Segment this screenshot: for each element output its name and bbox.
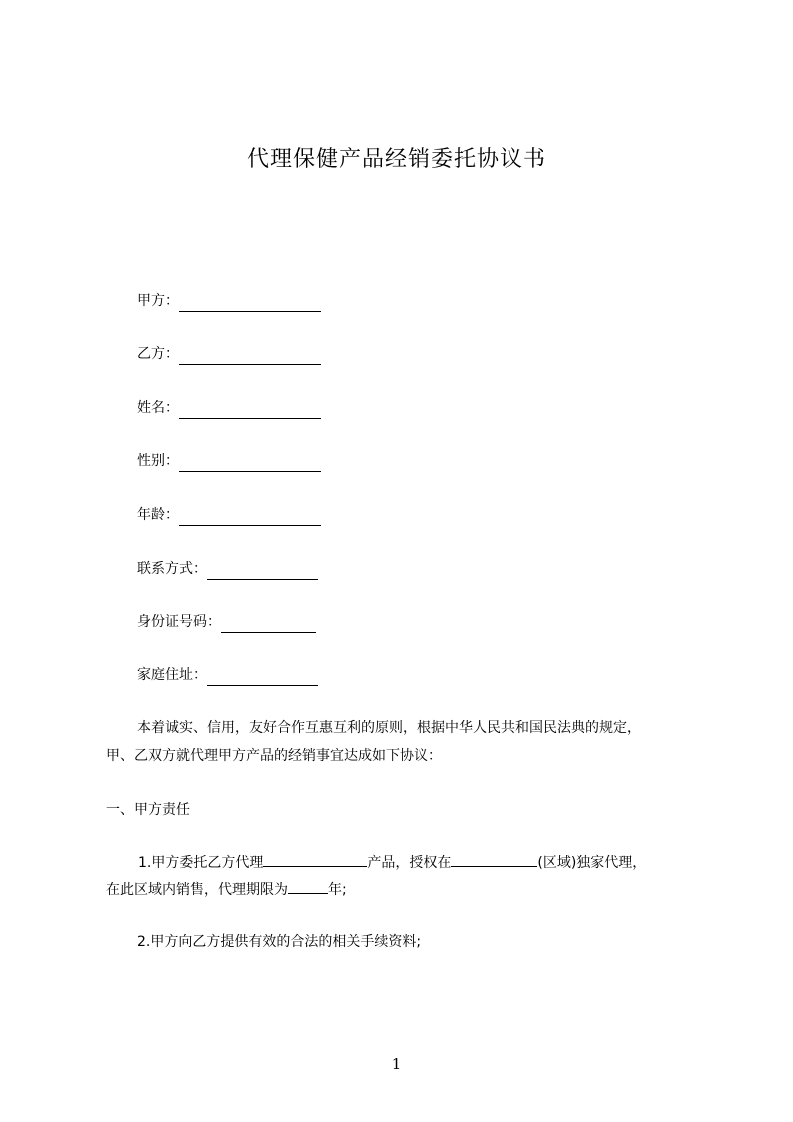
contact-blank[interactable] bbox=[207, 562, 318, 580]
party-a-field bbox=[137, 290, 321, 312]
gender-blank[interactable] bbox=[179, 454, 321, 472]
clause-1-line-2-b: 年; bbox=[328, 882, 347, 898]
clause-1-part-a: 1.甲方委托乙方代理 bbox=[138, 855, 264, 871]
age-field bbox=[137, 504, 321, 526]
id-number-field bbox=[137, 611, 316, 633]
intro-line-2: 甲、乙双方就代理甲方产品的经销事宜达成如下协议： bbox=[106, 748, 442, 764]
address-label: 家庭住址： bbox=[137, 667, 207, 683]
gender-label: 性别： bbox=[137, 453, 179, 469]
product-blank[interactable] bbox=[263, 851, 367, 867]
clause-1-part-b: 产品，授权在 bbox=[367, 855, 452, 871]
age-label: 年龄： bbox=[137, 507, 179, 523]
party-b-blank[interactable] bbox=[179, 347, 321, 365]
address-field bbox=[137, 664, 318, 686]
party-b-label: 乙方： bbox=[137, 346, 179, 362]
clause-1-part-c: (区域)独家代理， bbox=[537, 855, 647, 871]
party-a-label: 甲方： bbox=[137, 293, 179, 309]
contact-field bbox=[137, 558, 318, 580]
clause-1-line-2-a: 在此区域内销售，代理期限为 bbox=[106, 882, 288, 898]
gender-field bbox=[137, 450, 321, 472]
document-title: 代理保健产品经销委托协议书 bbox=[246, 147, 546, 172]
name-label: 姓名： bbox=[137, 400, 179, 416]
contact-label: 联系方式： bbox=[137, 561, 207, 577]
age-blank[interactable] bbox=[179, 508, 321, 526]
page-number: 1 bbox=[391, 1055, 402, 1073]
clause-1-line-1 bbox=[138, 851, 646, 874]
region-blank[interactable] bbox=[451, 851, 537, 867]
clause-1-line-2 bbox=[106, 878, 347, 901]
section-heading: 一、甲方责任 bbox=[106, 802, 190, 818]
name-field bbox=[137, 397, 321, 419]
clause-2: 2.甲方向乙方提供有效的合法的相关手续资料; bbox=[137, 934, 422, 950]
intro-line-1: 本着诚实、信用，友好合作互惠互利的原则，根据中华人民共和国民法典的规定， bbox=[137, 720, 641, 736]
period-blank[interactable] bbox=[288, 878, 328, 894]
party-a-blank[interactable] bbox=[179, 294, 321, 312]
name-blank[interactable] bbox=[179, 401, 321, 419]
id-number-blank[interactable] bbox=[221, 615, 316, 633]
party-b-field bbox=[137, 343, 321, 365]
address-blank[interactable] bbox=[207, 668, 318, 686]
id-number-label: 身份证号码： bbox=[137, 614, 221, 630]
